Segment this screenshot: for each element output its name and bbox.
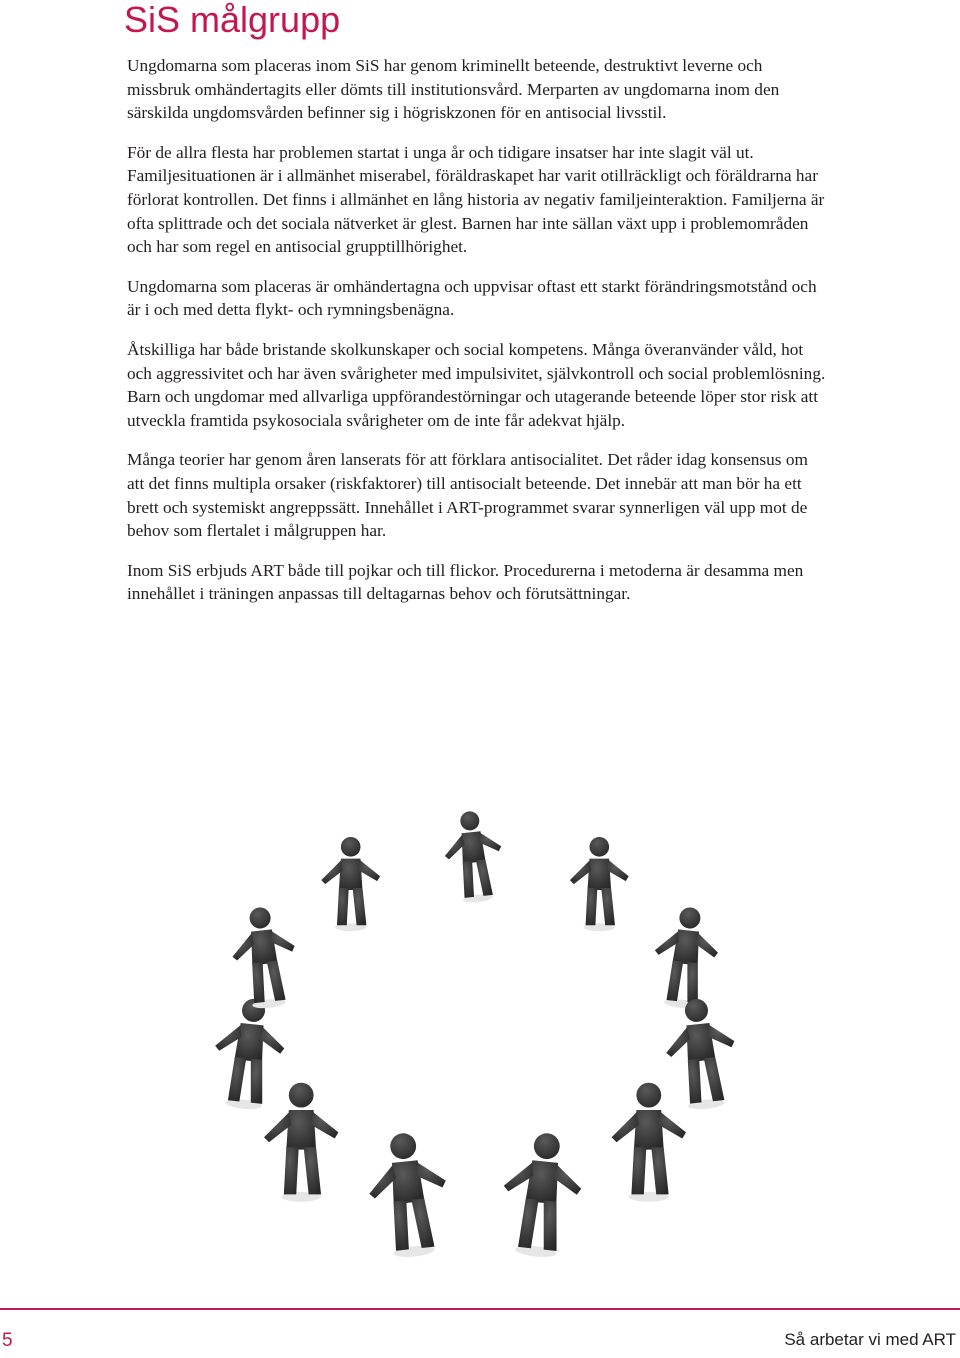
person-figure [661,995,741,1112]
person-figure [264,1083,338,1202]
person-figure [440,808,506,905]
paragraph-6: Inom SiS erbjuds ART både till pojkar och till flickor. Procedurerna i metoderna är desamma men innehållet i träningen anpassas till deltagarnas behov och förutsättningar. [127,560,804,604]
paragraph-3: Ungdomarna som placeras är omhändertagna och uppvisar oftast ett starkt förändringsmotstånd och är i och med detta flykt- och rymningsbenägna. [127,276,817,320]
person-figure [612,1083,686,1202]
people-circle-icon [195,775,755,1275]
person-figure [209,995,289,1112]
paragraph-2: För de allra flesta har problemen startat i unga år och tidigare insatser har inte slagit väl ut. Familjesituationen är i allmänhet miserabel, föräldraskapet har varit otillräckligt och föräldrarna har förlorat kontrollen. Det finns i allmänhet en lång historia av negativ familjeinteraktion. Familjerna är ofta splittrade och det sociala nätverket är glest. Barnen har inte sällan växt upp i problemområden och har som regel en antisocial grupptillhörighet. [127,142,825,257]
page-title: SiS målgrupp [124,0,341,40]
person-figure [363,1129,453,1260]
person-figure [228,904,301,1011]
footer-rule [0,1308,960,1310]
body-text [127,54,827,622]
paragraph-1: Ungdomarna som placeras inom SiS har genom kriminellt beteende, destruktivt leverne och missbruk omhändertagits eller dömts till institutionsvård. Merparten av ungdomarna inom den särskilda ungdomsvården befinner sig i högriskzonen för en antisocial livsstil. [127,56,780,123]
paragraph-5: Många teorier har genom åren lanserats för att förklara antisocialitet. Det råder idag konsensus om att det finns multipla orsaker (riskfaktorer) till antisocialt beteende. Det innebär att man bör ha ett brett och systemiskt angreppssätt. Innehållet i ART-programmet svarar synnerligen väl upp mot de behov som flertalet i målgruppen har. [127,450,808,541]
page-number: 5 [2,1330,13,1351]
paragraph-4: Åtskilliga har både bristande skolkunskaper och social kompetens. Många överanvänder våld, hot och aggressivitet och har även svårigheter med impulsivitet, självkontroll och social problemlösning. Barn och ungdomar med allvarliga uppförandestörningar och utagerande beteende löper stor risk att utveckla framtida psykosociala svårigheter om de inte får adekvat hjälp. [127,339,826,430]
person-figure [649,904,722,1011]
person-figure [570,837,629,931]
footer-publication-title: Så arbetar vi med ART [784,1330,956,1349]
person-figure [497,1129,587,1260]
person-figure [321,837,380,931]
